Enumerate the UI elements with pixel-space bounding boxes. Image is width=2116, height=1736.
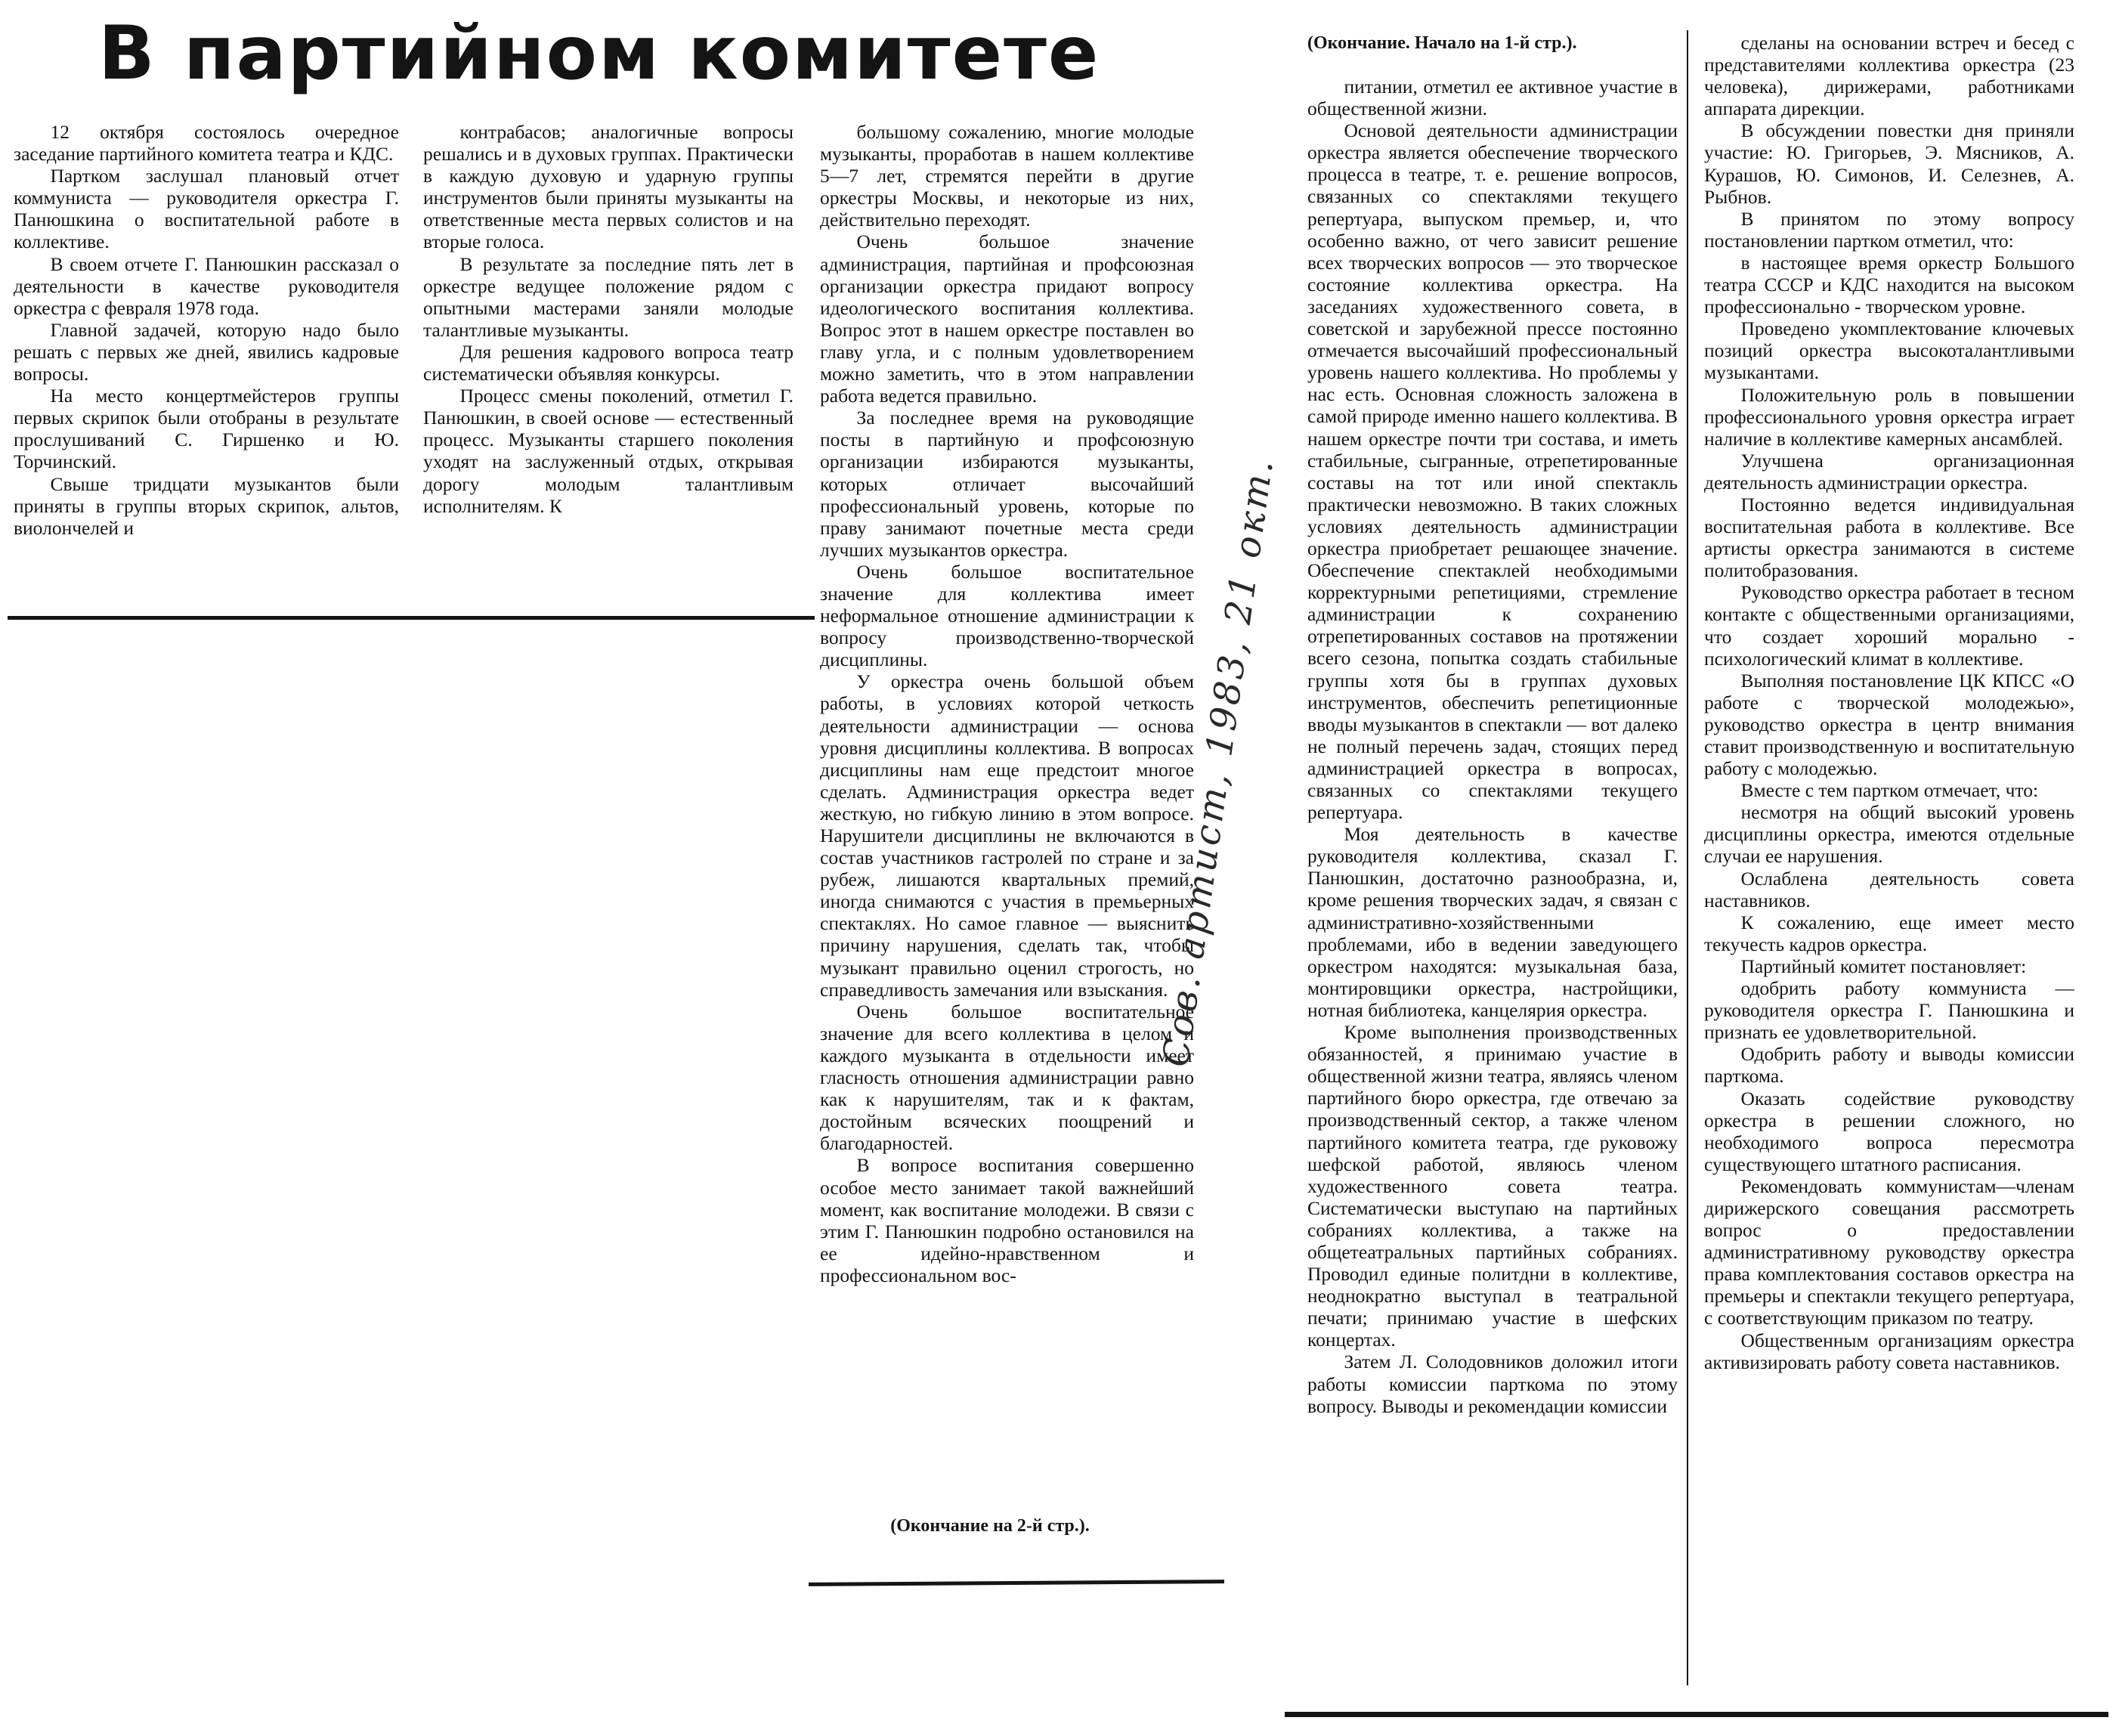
article-paragraph: Ослаблена деятельность совета наставников. [1704,867,2074,911]
article-paragraph: У оркестра очень большой объем работы, в условиях которой четкость деятельности администрации — основа уровня дисциплины коллектива. В вопросах дисциплины нам еще предстоит многое сделать. Администрация оркестра ведет жесткую, но гибкую линию в этом вопросе. Нарушители дисциплины не включаются в состав участников гастролей по стране и за рубеж, лишаются квартальных премий, иногда снимаются с участия в премьерных спектаклях. Но самое главное — выяснить причину нарушения, сделать так, чтобы музыкант правильно оценил строгость, но справедливость замечания или взыскания. [820,670,1194,1001]
article-headline: В партийном комитете [98,11,1100,97]
article-paragraph: Общественным организациям оркестра активизировать работу совета наставников. [1704,1329,2074,1373]
article-paragraph: Очень большое значение администрация, партийная и профсоюзная организации оркестра придают вопросу идеологического воспитания коллектива. Вопрос этот в нашем оркестре поставлен во главу угла, и с полным удовлетворением можно заметить, что в этом направлении работа ведется правильно. [820,231,1194,407]
article-paragraph: 12 октября состоялось очередное заседание партийного комитета театра и КДС. [14,121,399,166]
article-paragraph: Для решения кадрового вопроса театр систематически объявляя конкурсы. [423,340,794,385]
column-divider-rule [809,1580,1224,1586]
article-paragraph: Партийный комитет постановляет: [1740,955,2027,977]
article-paragraph: Процесс смены поколений, отметил Г. Панюшкин, в своей основе — естественный процесс. Музыканты старшего поколения уходят на заслуженный отдых, открывая дорогу молодым талантливым исполнителям. К [423,385,794,517]
continuation-note-top: (Окончание. Начало на 1-й стр.). [1307,33,1577,53]
article-paragraph: За последнее время на руководящие посты в партийную и профсоюзную организации избираются музыканты, которых отличает высочайший профессиональный уровень, которые по праву занимают почетные места среди лучших музыкантов оркестра. [820,407,1194,561]
column-divider-rule [1687,30,1688,1685]
article-paragraph: Положительную роль в повышении профессионального уровня оркестра играет наличие в коллективе камерных ансамблей. [1704,383,2074,450]
article-paragraph: Постоянно ведется индивидуальная воспитательная работа в коллективе. Все артисты оркестра занимаются в системе политобразования. [1704,493,2074,582]
article-paragraph: Главной задачей, которую надо было решать с первых же дней, явились кадровые вопросы. [14,318,399,385]
article-paragraph: Рекомендовать коммунистам—членам дирижерского совещания рассмотреть вопрос о предоставлении административному руководству оркестра права комплектования составов оркестра на премьеры и спектакли текущего репертуара, с соответствующим приказом по театру. [1704,1174,2074,1329]
article-paragraph: Очень большое воспитательное значение для коллектива имеет неформальное отношение администрации к вопросу производственно-творческой дисциплины. [820,560,1194,671]
article-paragraph: В своем отчете Г. Панюшкин рассказал о деятельности в качестве руководителя оркестра с февраля 1978 года. [14,252,399,319]
article-paragraph: К сожалению, еще имеет место текучесть кадров оркестра. [1704,911,2074,955]
article-column-4 [1307,76,1678,1693]
article-paragraph: Выполняя постановление ЦК КПСС «О работе с творческой молодежью», руководство оркестра в центр внимания ставит производственную и воспитательную работу с молодежью. [1704,669,2074,780]
article-paragraph: контрабасов; аналогичные вопросы решались и в духовых группах. Практически в каждую духовую и ударную группы инструментов были приняты музыканты на ответственные места первых солистов и на вторые голоса. [423,121,794,253]
article-paragraph: питании, отметил ее активное участие в общественной жизни. [1307,76,1678,120]
article-paragraph: На место концертмейстеров группы первых скрипок были отобраны в результате прослушиваний С. Гиршенко и Ю. Торчинский. [14,385,399,473]
article-paragraph: Проведено укомплектование ключевых позиций оркестра высокоталантливыми музыкантами. [1704,317,2074,384]
article-paragraph: большому сожалению, многие молодые музыканты, проработав в нашем коллективе 5—7 лет, стремятся перейти в другие оркестры Москвы, и некоторые из них, действительно переходят. [820,121,1194,231]
article-paragraph: Руководство оркестра работает в тесном контакте с общественными организациями, что создает хороший морально - психологический климат в коллективе. [1704,581,2074,670]
article-paragraph: Кроме выполнения производственных обязанностей, я принимаю участие в общественной жизни театра, являясь членом партийного бюро оркестра, где отвечаю за производственный сектор, а также членом партийного комитета театра, где руковожу шефской работой, являюсь членом художественного совета театра. Систематически выступаю на партийных собраниях коллектива, а также на общетеатральных партийных собраниях. Проводил единые политдни в коллективе, неоднократно выступал в театральной печати; принимаю участие в шефских концертах. [1307,1021,1678,1351]
article-paragraph: несмотря на общий высокий уровень дисциплины оркестра, имеются отдельные случаи ее нарушения. [1704,801,2074,868]
article-paragraph: В обсуждении повестки дня приняли участие: Ю. Григорьев, Э. Мясников, А. Курашов, Ю. Симонов, И. Селезнев, А. Рыбнов. [1704,119,2074,208]
article-paragraph: Одобрить работу и выводы комиссии парткома. [1704,1043,2074,1088]
column-divider-rule [1285,1712,2108,1717]
column-divider-rule [8,616,815,620]
article-paragraph: Партком заслушал плановый отчет коммуниста — руководителя оркестра Г. Панюшкина о воспитательной работе в коллективе. [14,165,399,253]
article-column-1 [14,121,399,608]
article-paragraph: В результате за последние пять лет в оркестре ведущее положение рядом с опытными мастерами заняли молодые талантливые музыканты. [423,252,794,341]
article-paragraph: В вопросе воспитания совершенно особое место занимает такой важнейший момент, как воспитание молодежи. В связи с этим Г. Панюшкин подробно остановился на ее идейно-нравственном и профессиональном вос- [820,1154,1194,1286]
article-paragraph: одобрить работу коммуниста — руководителя оркестра Г. Панюшкина и признать ее удовлетворительной. [1704,977,2074,1044]
article-column-2 [423,121,794,608]
continuation-note-bottom: (Окончание на 2-й стр.). [890,1516,1090,1536]
article-column-5 [1704,32,2074,1687]
article-paragraph: Затем Л. Солодовников доложил итоги работы комиссии парткома по этому вопросу. Выводы и рекомендации комиссии [1307,1351,1678,1417]
article-paragraph: в настоящее время оркестр Большого театра СССР и КДС находится на высоком профессионально - творческом уровне. [1704,251,2074,318]
article-paragraph: Улучшена организационная деятельность администрации оркестра. [1704,449,2074,494]
article-paragraph: Основой деятельности администрации оркестра является обеспечение творческого процесса в театре, т. е. решение вопросов, связанных со спектаклями текущего репертуара, выпуском премьер, и, что особенно важно, от чего зависит решение всех творческих вопросов — это творческое состояние коллектива оркестра. На заседаниях художественного совета, в советской и зарубежной прессе постоянно отмечается высочайший профессиональный уровень нашего коллектива. Но проблемы у нас есть. Основная сложность заложена в самой природе именно нашего коллектива. В нашем оркестре почти три состава, и иметь стабильные, сыгранные, отрепетированные составы на тот или иной спектакль практически невозможно. В таких сложных условиях деятельность администрации оркестра приобретает решающее значение. Обеспечение спектаклей необходимыми корректурными репетициями, стремление администрации к сохранению отрепетированных составов на протяжении всего сезона, попытка создать стабильные группы хотя бы в группах духовых инструментов, обеспечить репетиционные вводы музыкантов в спектакли — вот далеко не полный перечень задач, стоящих перед администрацией оркестра в вопросах, связанных со спектаклями текущего репертуара. [1307,119,1678,824]
article-paragraph: Очень большое воспитательное значение для всего коллектива в целом и каждого музыканта в отдельности имеет гласность отношения администрации равно как к нарушителям, так и к фактам, достойным всяческих поощрений и благодарностей. [820,1000,1194,1155]
article-paragraph: Свыше тридцати музыкантов были приняты в группы вторых скрипок, альтов, виолончелей и [14,472,399,539]
article-paragraph: Вместе с тем партком отмечает, что: [1740,779,2039,802]
article-paragraph: В принятом по этому вопросу постановлении партком отметил, что: [1704,207,2074,252]
handwritten-annotation: Сов. артист, 1983, 21 окт. [1154,454,1282,1069]
article-paragraph: Моя деятельность в качестве руководителя коллектива, сказал Г. Панюшкин, достаточно разнообразна, и, кроме решения творческих задач, я связан с административно-хозяйственными проблемами, ибо в ведении заведующего оркестром находятся: музыкальная база, монтировщики оркестра, настройщики, нотная библиотека, канцелярия оркестра. [1307,823,1678,1021]
article-paragraph: сделаны на основании встреч и бесед с представителями коллектива оркестра (23 человека), дирижерами, работниками аппарата дирекции. [1704,32,2074,120]
article-paragraph: Оказать содействие руководству оркестра в решении сложного, но необходимого вопроса пересмотра существующего штатного расписания. [1704,1087,2074,1175]
article-column-3 [820,121,1194,1508]
